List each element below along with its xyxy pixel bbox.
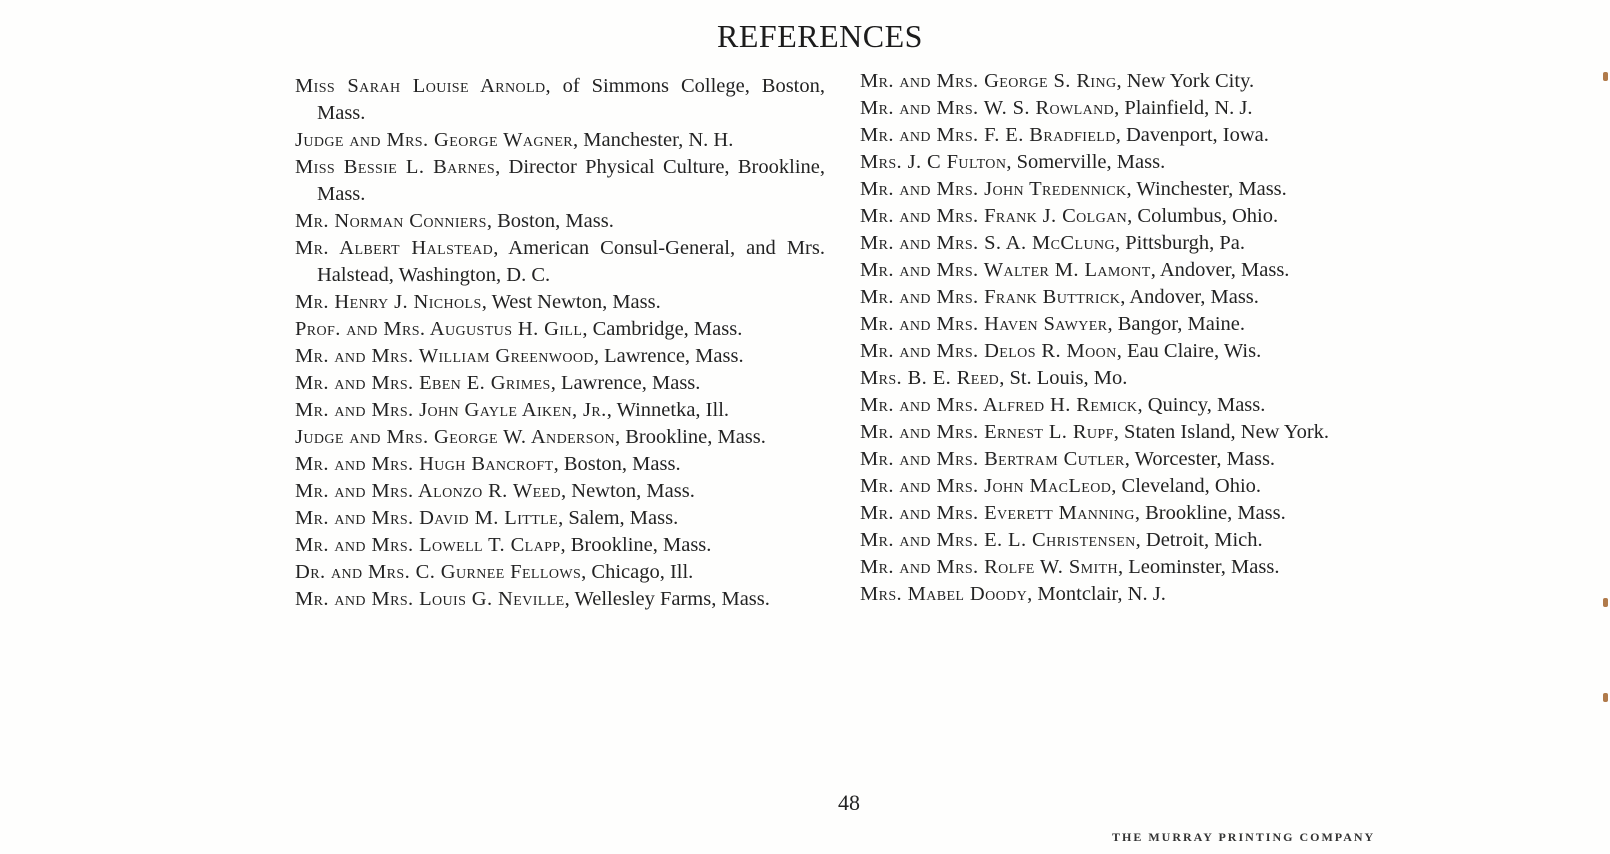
reference-location: , West Newton, Mass. xyxy=(481,291,661,313)
reference-entry xyxy=(295,127,825,154)
reference-name: Mr. and Mrs. Alonzo R. Weed xyxy=(295,480,562,502)
reference-entry xyxy=(860,122,1420,149)
reference-entry xyxy=(295,316,825,343)
reference-name: Mr. and Mrs. George S. Ring xyxy=(860,70,1117,92)
reference-name: Mr. and Mrs. S. A. McClung xyxy=(860,232,1115,254)
reference-name: Mr. and Mrs. Everett Manning xyxy=(860,502,1135,524)
reference-entry xyxy=(860,473,1420,500)
reference-location: , Manchester, N. H. xyxy=(573,129,734,151)
reference-entry xyxy=(860,581,1420,608)
reference-location: , Worcester, Mass. xyxy=(1124,448,1276,470)
paper-edge-mark xyxy=(1603,693,1608,702)
reference-location: , Cambridge, Mass. xyxy=(582,318,743,340)
reference-location: , Boston, Mass. xyxy=(486,210,614,232)
reference-name: Mr. and Mrs. Alfred H. Remick xyxy=(860,394,1138,416)
reference-entry xyxy=(860,284,1420,311)
reference-entry xyxy=(295,370,825,397)
reference-location: , Brookline, Mass. xyxy=(614,426,766,448)
reference-entry xyxy=(860,419,1420,446)
reference-location: , Plainfield, N. J. xyxy=(1114,97,1253,119)
reference-name: Mrs. B. E. Reed xyxy=(860,367,1000,389)
reference-location: , Eau Claire, Wis. xyxy=(1116,340,1262,362)
reference-entry xyxy=(860,257,1420,284)
reference-location: , Chicago, Ill. xyxy=(581,561,694,583)
reference-name: Mr. and Mrs. E. L. Christensen xyxy=(860,529,1136,551)
reference-name: Mr. and Mrs. F. E. Bradfield xyxy=(860,124,1116,146)
reference-entry xyxy=(860,311,1420,338)
reference-entry xyxy=(295,451,825,478)
reference-location: , Salem, Mass. xyxy=(558,507,679,529)
reference-location: , Davenport, Iowa. xyxy=(1115,124,1269,146)
reference-location: , Brookline, Mass. xyxy=(560,534,712,556)
reference-location: , Leominster, Mass. xyxy=(1118,556,1280,578)
reference-entry xyxy=(860,149,1420,176)
reference-name: Prof. and Mrs. Augustus H. Gill xyxy=(295,318,583,340)
reference-name: Mr. and Mrs. Haven Sawyer xyxy=(860,313,1108,335)
reference-entry xyxy=(860,527,1420,554)
reference-location: , Lawrence, Mass. xyxy=(550,372,701,394)
reference-location: , Wellesley Farms, Mass. xyxy=(564,588,770,610)
reference-name: Mr. and Mrs. Frank Buttrick xyxy=(860,286,1121,308)
reference-entry xyxy=(860,95,1420,122)
reference-name: Mr. and Mrs. Walter M. Lamont xyxy=(860,259,1151,281)
reference-location: , Winchester, Mass. xyxy=(1126,178,1287,200)
page-number: 48 xyxy=(838,790,860,815)
reference-name: Mr. and Mrs. John Tredennick xyxy=(860,178,1127,200)
reference-name: Mr. and Mrs. John Gayle Aiken, Jr. xyxy=(295,399,607,421)
reference-entry xyxy=(295,235,825,289)
reference-name: Judge and Mrs. George W. Anderson xyxy=(295,426,615,448)
reference-entry xyxy=(860,392,1420,419)
reference-entry xyxy=(295,154,825,208)
reference-location: , Brookline, Mass. xyxy=(1134,502,1286,524)
reference-entry xyxy=(860,338,1420,365)
reference-location: , Bangor, Maine. xyxy=(1107,313,1246,335)
reference-entry xyxy=(860,68,1420,95)
reference-name: Dr. and Mrs. C. Gurnee Fellows xyxy=(295,561,582,583)
reference-name: Mr. and Mrs. David M. Little xyxy=(295,507,559,529)
reference-location: , Detroit, Mich. xyxy=(1135,529,1263,551)
reference-name: Mr. and Mrs. John MacLeod xyxy=(860,475,1112,497)
reference-location: , Quincy, Mass. xyxy=(1137,394,1266,416)
reference-name: Mr. and Mrs. Frank J. Colgan xyxy=(860,205,1128,227)
reference-name: Mr. and Mrs. Bertram Cutler xyxy=(860,448,1125,470)
reference-name: Mr. and Mrs. Eben E. Grimes xyxy=(295,372,551,394)
reference-name: Mr. and Mrs. Lowell T. Clapp xyxy=(295,534,561,556)
reference-entry xyxy=(860,500,1420,527)
reference-name: Mr. Albert Halstead xyxy=(295,237,494,259)
paper-edge-mark xyxy=(1603,598,1608,607)
reference-location: , Lawrence, Mass. xyxy=(593,345,744,367)
reference-entry xyxy=(295,289,825,316)
reference-name: Mr. Norman Conniers xyxy=(295,210,487,232)
reference-entry xyxy=(860,230,1420,257)
reference-name: Mr. Henry J. Nichols xyxy=(295,291,482,313)
reference-name: Mr. and Mrs. W. S. Rowland xyxy=(860,97,1115,119)
reference-location: , Montclair, N. J. xyxy=(1027,583,1166,605)
reference-name: Mr. and Mrs. William Greenwood xyxy=(295,345,594,367)
reference-entry xyxy=(295,478,825,505)
reference-entry xyxy=(295,73,825,127)
reference-name: Mr. and Mrs. Ernest L. Rupf xyxy=(860,421,1114,443)
reference-location: , New York City. xyxy=(1116,70,1255,92)
reference-entry xyxy=(295,424,825,451)
reference-name: Miss Sarah Louise Arnold xyxy=(295,75,546,97)
reference-name: Mr. and Mrs. Rolfe W. Smith xyxy=(860,556,1118,578)
reference-entry xyxy=(860,176,1420,203)
reference-location: , American Consul-General, and Mrs. Halstead, Washington, D. C. xyxy=(317,237,825,286)
reference-name: Mr. and Mrs. Louis G. Neville xyxy=(295,588,565,610)
reference-location: , Somerville, Mass. xyxy=(1006,151,1166,173)
reference-location: , Andover, Mass. xyxy=(1150,259,1290,281)
reference-location: , Director Physical Culture, Brookline, Mass. xyxy=(317,156,826,205)
printer-imprint: THE MURRAY PRINTING COMPANY xyxy=(1112,830,1376,844)
reference-entry xyxy=(295,343,825,370)
reference-entry xyxy=(860,554,1420,581)
reference-location: , Boston, Mass. xyxy=(553,453,681,475)
reference-entry xyxy=(860,203,1420,230)
reference-name: Judge and Mrs. George Wagner xyxy=(295,129,574,151)
references-left-column xyxy=(295,73,825,613)
reference-name: Mr. and Mrs. Delos R. Moon xyxy=(860,340,1117,362)
reference-entry xyxy=(860,365,1420,392)
reference-name: Mr. and Mrs. Hugh Bancroft xyxy=(295,453,554,475)
reference-name: Miss Bessie L. Barnes xyxy=(295,156,496,178)
reference-location: , Columbus, Ohio. xyxy=(1127,205,1279,227)
reference-location: , Winnetka, Ill. xyxy=(606,399,730,421)
reference-entry xyxy=(295,586,825,613)
reference-location: , of Simmons College, Boston, Mass. xyxy=(317,75,825,124)
reference-entry xyxy=(295,397,825,424)
reference-location: , Andover, Mass. xyxy=(1120,286,1259,308)
reference-entry xyxy=(295,505,825,532)
reference-entry xyxy=(860,446,1420,473)
reference-name: Mrs. J. C Fulton xyxy=(860,151,1007,173)
references-right-column xyxy=(860,68,1420,608)
reference-name: Mrs. Mabel Doody xyxy=(860,583,1028,605)
page-title: REFERENCES xyxy=(717,18,923,54)
reference-location: , Cleveland, Ohio. xyxy=(1111,475,1262,497)
reference-entry xyxy=(295,532,825,559)
reference-entry xyxy=(295,559,825,586)
reference-entry xyxy=(295,208,825,235)
reference-location: , St. Louis, Mo. xyxy=(999,367,1128,389)
reference-location: , Pittsburgh, Pa. xyxy=(1114,232,1246,254)
paper-edge-mark xyxy=(1603,72,1608,81)
reference-location: , Staten Island, New York. xyxy=(1113,421,1330,443)
reference-location: , Newton, Mass. xyxy=(561,480,695,502)
